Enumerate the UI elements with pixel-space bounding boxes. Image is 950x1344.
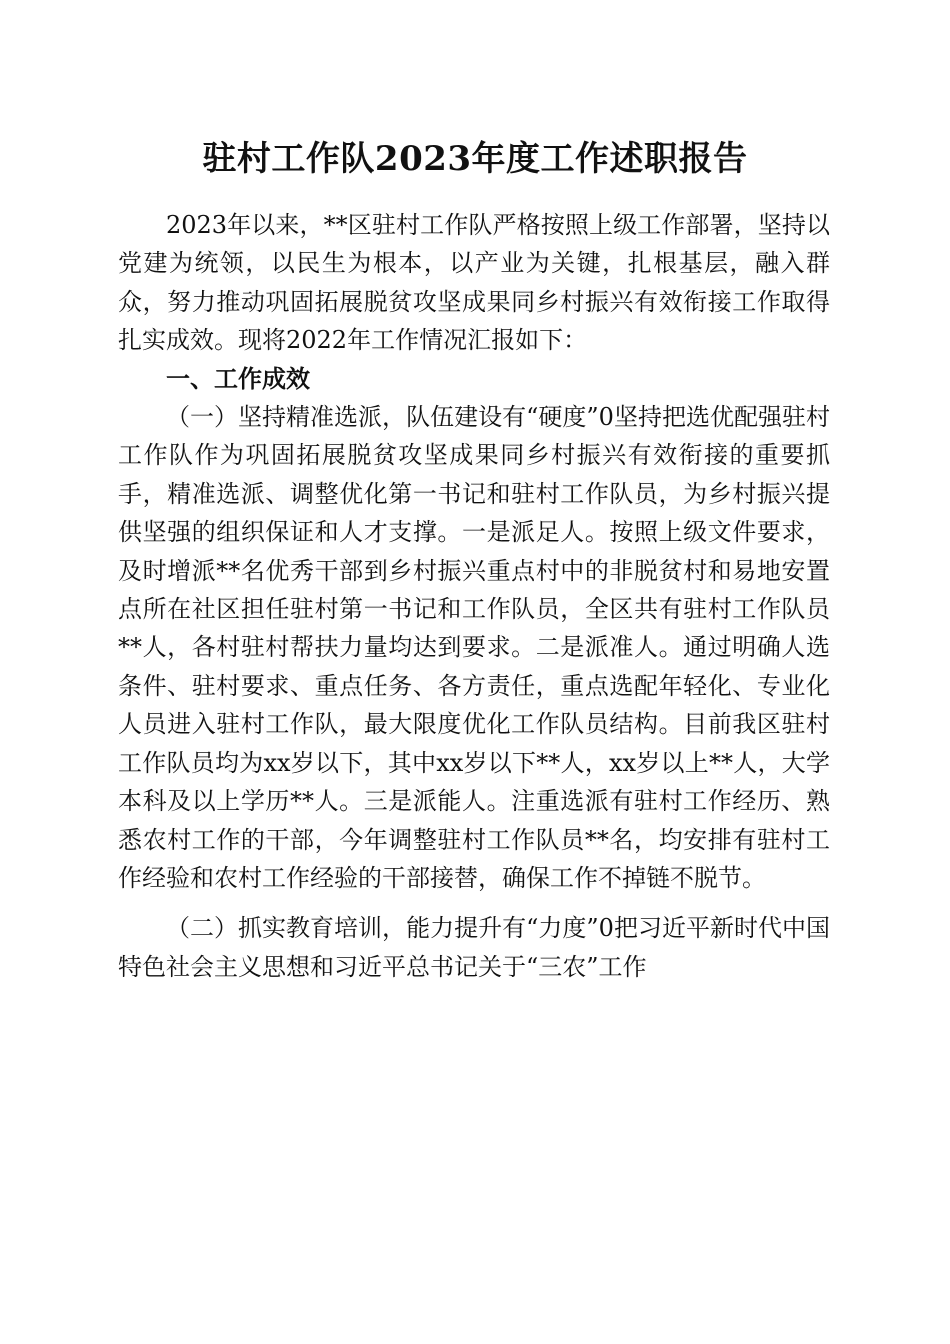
paragraph-1: （一）坚持精准选派，队伍建设有“硬度”0坚持把选优配强驻村工作队作为巩固拓展脱贫攻坚成果同乡村振兴有效衔接的重要抓手，精准选派、调整优化第一书记和驻村工作队员，为乡村振兴提供坚强的组织保证和人才支撑。一是派足人。按照上级文件要求，及时增派**名优秀干部到乡村振兴重点村中的非脱贫村和易地安置点所在社区担任驻村第一书记和工作队员，全区共有驻村工作队员**人，各村驻村帮扶力量均达到要求。二是派准人。通过明确人选条件、驻村要求、重点任务、各方责任，重点选配年轻化、专业化人员进入驻村工作队，最大限度优化工作队员结构。目前我区驻村工作队员均为xx岁以下，其中xx岁以下**人，xx岁以上**人，大学本科及以上学历**人。三是派能人。注重选派有驻村工作经历、熟悉农村工作的干部，今年调整驻村工作队员**名，均安排有驻村工作经验和农村工作经验的干部接替，确保工作不掉链不脱节。: [118, 403, 830, 892]
document-title: 驻村工作队2023年度工作述职报告: [202, 139, 748, 179]
document-body: [118, 206, 830, 986]
paragraph-2: （二）抓实教育培训，能力提升有“力度”0把习近平新时代中国特色社会主义思想和习近平总书记关于“三农”工作: [118, 914, 830, 981]
intro-paragraph: 2023年以来，**区驻村工作队严格按照上级工作部署，坚持以党建为统领，以民生为根本，以产业为关键，扎根基层，融入群众，努力推动巩固拓展脱贫攻坚成果同乡村振兴有效衔接工作取得扎实成效。现将2022年工作情况汇报如下：: [118, 211, 830, 355]
paragraph-spacer: [118, 897, 830, 909]
section-heading: 一、工作成效: [166, 364, 310, 393]
